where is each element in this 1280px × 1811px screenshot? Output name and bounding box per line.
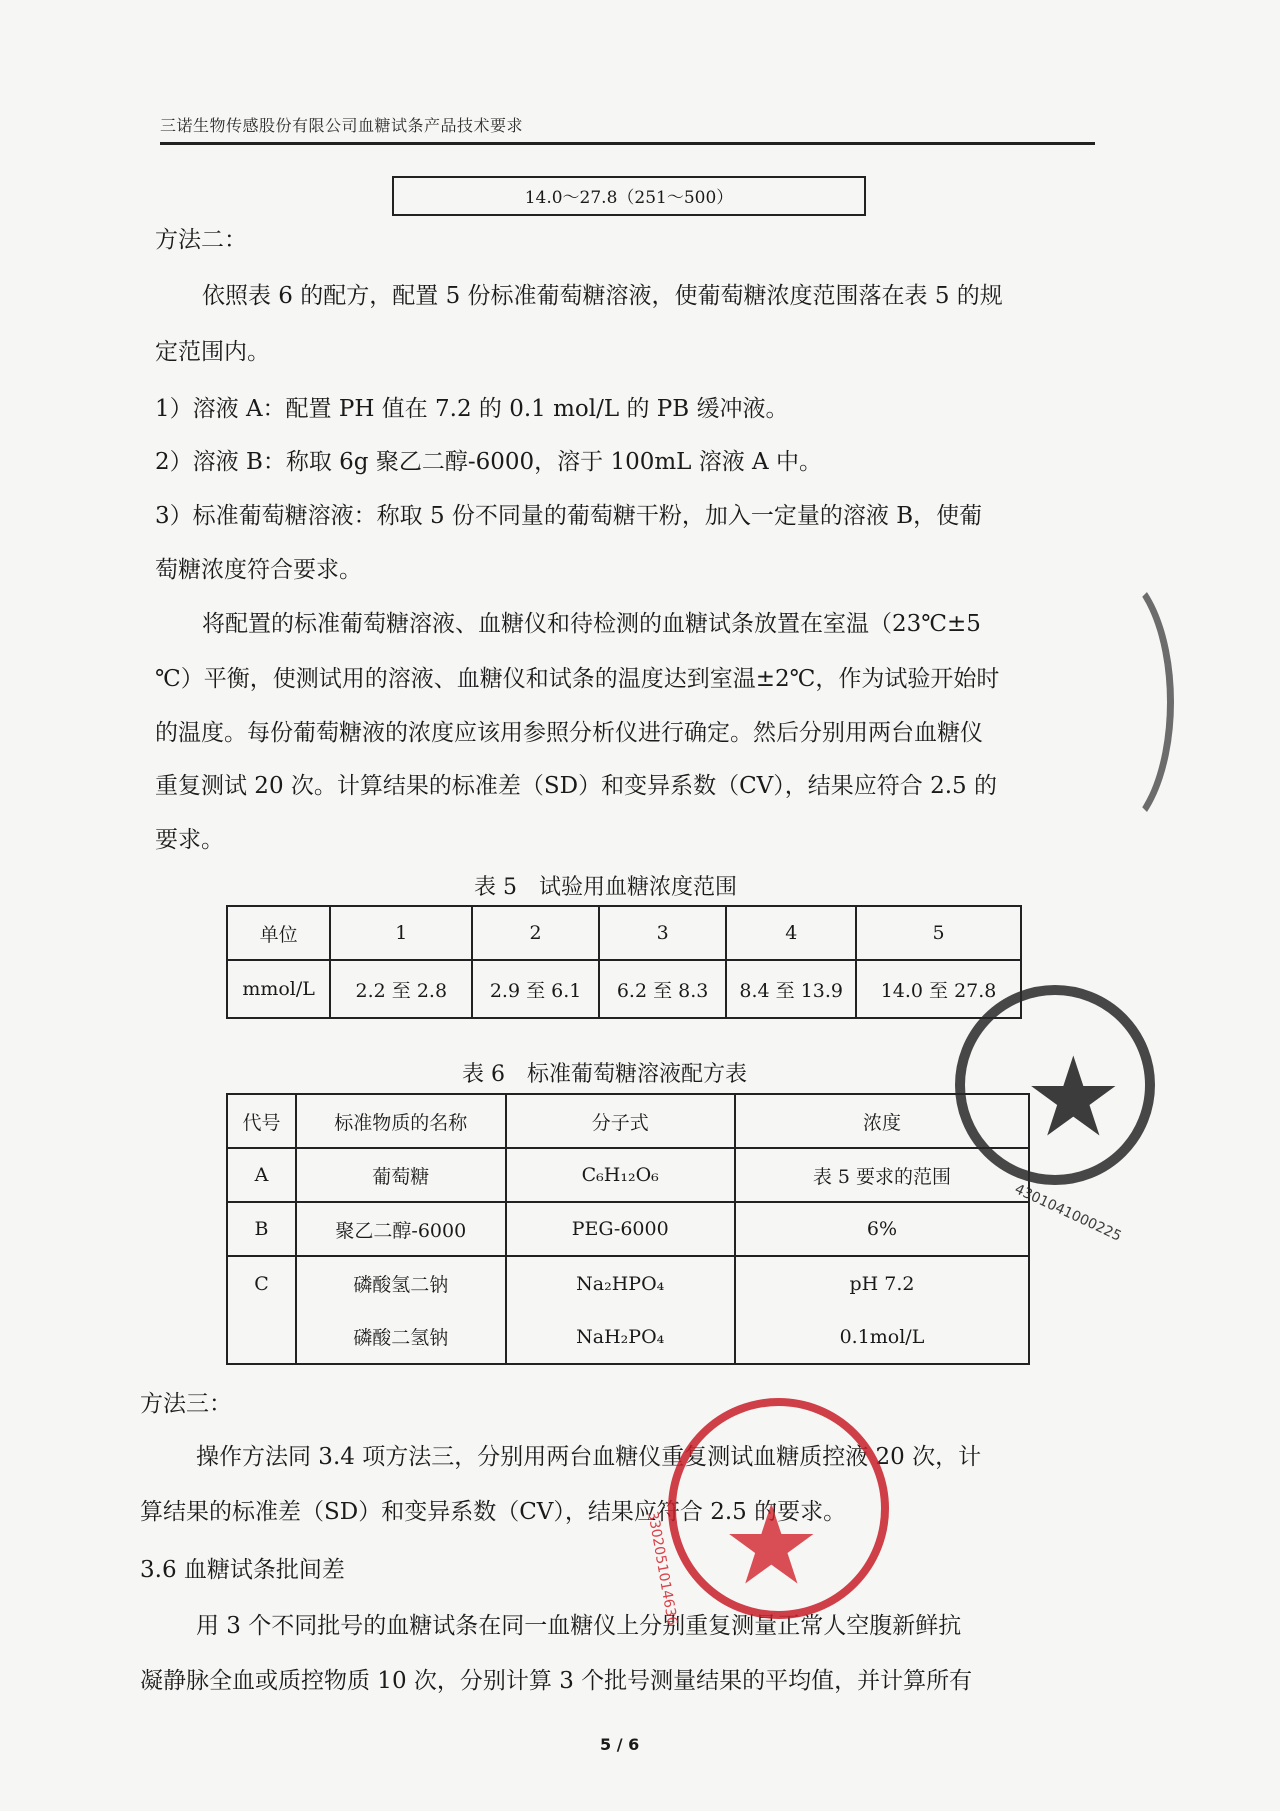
table6-row bbox=[227, 1202, 1029, 1256]
table5 bbox=[226, 905, 1022, 1019]
table5-header-row bbox=[227, 906, 1021, 960]
table6-cell: C₆H₁₂O₆ bbox=[506, 1148, 735, 1202]
table5-cell: 8.4 至 13.9 bbox=[726, 960, 856, 1018]
table6-cell: C bbox=[227, 1256, 296, 1310]
method3-heading: 方法三： bbox=[140, 1391, 232, 1417]
table6-cell: 磷酸二氢钠 bbox=[296, 1310, 505, 1364]
method2-intro-line2: 定范围内。 bbox=[155, 339, 270, 365]
table5-cell: 2.2 至 2.8 bbox=[330, 960, 472, 1018]
method2-intro-line1: 依照表 6 的配方，配置 5 份标准葡萄糖溶液，使葡萄糖浓度范围落在表 5 的规 bbox=[202, 283, 1003, 309]
table6 bbox=[226, 1093, 1030, 1365]
method2-heading: 方法二： bbox=[155, 227, 247, 253]
method2-para-line2: ℃）平衡，使测试用的溶液、血糖仪和试条的温度达到室温±2℃，作为试验开始时 bbox=[155, 666, 1000, 692]
section-3-6-line2: 凝静脉全血或质控物质 10 次，分别计算 3 个批号测量结果的平均值，并计算所有 bbox=[140, 1668, 973, 1694]
table5-cell: 2.9 至 6.1 bbox=[472, 960, 599, 1018]
table6-cell: A bbox=[227, 1148, 296, 1202]
table6-caption: 表 6 标准葡萄糖溶液配方表 bbox=[462, 1062, 747, 1087]
table6-cell: 0.1mol/L bbox=[735, 1310, 1029, 1364]
method2-step3-line2: 萄糖浓度符合要求。 bbox=[155, 557, 362, 583]
table6-cell: PEG-6000 bbox=[506, 1202, 735, 1256]
table5-header-cell: 2 bbox=[472, 906, 599, 960]
method3-line1: 操作方法同 3.4 项方法三，分别用两台血糖仪重复测试血糖质控液 20 次，计 bbox=[196, 1444, 982, 1470]
method2-para-line4: 重复测试 20 次。计算结果的标准差（SD）和变异系数（CV），结果应符合 2.5 的 bbox=[155, 773, 997, 799]
table5-header-cell: 1 bbox=[330, 906, 472, 960]
black-seal-number: 4301041000225 bbox=[1012, 1181, 1124, 1245]
table6-header-cell: 分子式 bbox=[506, 1094, 735, 1148]
document-header: 三诺生物传感股份有限公司血糖试条产品技术要求 bbox=[160, 113, 1095, 145]
table6-cell: Na₂HPO₄ bbox=[506, 1256, 735, 1310]
star-icon: ★ bbox=[1024, 1033, 1123, 1161]
section-3-6-line1: 用 3 个不同批号的血糖试条在同一血糖仪上分别重复测量正常人空腹新鲜抗 bbox=[196, 1613, 962, 1639]
table6-header-cell: 代号 bbox=[227, 1094, 296, 1148]
red-seal-number: 3302051014636 bbox=[644, 1510, 681, 1627]
table5-header-cell: 单位 bbox=[227, 906, 330, 960]
table6-cell: pH 7.2 bbox=[735, 1256, 1029, 1310]
table6-cell: 葡萄糖 bbox=[296, 1148, 505, 1202]
table6-row bbox=[227, 1310, 1029, 1364]
table6-header-row bbox=[227, 1094, 1029, 1148]
table6-header-cell: 标准物质的名称 bbox=[296, 1094, 505, 1148]
table5-header-cell: 4 bbox=[726, 906, 856, 960]
star-icon: ★ bbox=[722, 1481, 821, 1609]
method2-step3-line1: 3）标准葡萄糖溶液：称取 5 份不同量的葡萄糖干粉，加入一定量的溶液 B，使葡 bbox=[155, 503, 983, 529]
method2-para-line3: 的温度。每份葡萄糖液的浓度应该用参照分析仪进行确定。然后分别用两台血糖仪 bbox=[155, 720, 983, 746]
table5-cell: 6.2 至 8.3 bbox=[599, 960, 727, 1018]
table5-row bbox=[227, 960, 1021, 1018]
section-3-6-heading: 3.6 血糖试条批间差 bbox=[140, 1557, 345, 1583]
table5-caption: 表 5 试验用血糖浓度范围 bbox=[474, 875, 737, 900]
table6-cell: 6% bbox=[735, 1202, 1029, 1256]
table6-row bbox=[227, 1148, 1029, 1202]
table6-row bbox=[227, 1256, 1029, 1310]
table6-cell: 磷酸氢二钠 bbox=[296, 1256, 505, 1310]
table5-cell: mmol/L bbox=[227, 960, 330, 1018]
method2-para-line5: 要求。 bbox=[155, 827, 224, 853]
table5-header-cell: 5 bbox=[856, 906, 1021, 960]
table5-cell: 14.0 至 27.8 bbox=[856, 960, 1021, 1018]
table5-header-cell: 3 bbox=[599, 906, 727, 960]
method2-step2: 2）溶液 B：称取 6g 聚乙二醇-6000，溶于 100mL 溶液 A 中。 bbox=[155, 449, 822, 475]
method2-step1: 1）溶液 A：配置 PH 值在 7.2 的 0.1 mol/L 的 PB 缓冲液。 bbox=[155, 396, 789, 422]
table6-cell: B bbox=[227, 1202, 296, 1256]
table6-cell bbox=[227, 1310, 296, 1364]
table6-cell: NaH₂PO₄ bbox=[506, 1310, 735, 1364]
table6-cell: 聚乙二醇-6000 bbox=[296, 1202, 505, 1256]
table6-header-cell: 浓度 bbox=[735, 1094, 1029, 1148]
partial-seal-stamp bbox=[1040, 565, 1174, 839]
method3-line2: 算结果的标准差（SD）和变异系数（CV），结果应符合 2.5 的要求。 bbox=[140, 1499, 847, 1525]
range-box: 14.0～27.8（251～500） bbox=[392, 176, 866, 216]
table6-cell: 表 5 要求的范围 bbox=[735, 1148, 1029, 1202]
page-number: 5 / 6 bbox=[600, 1735, 640, 1754]
method2-para-line1: 将配置的标准葡萄糖溶液、血糖仪和待检测的血糖试条放置在室温（23℃±5 bbox=[202, 611, 981, 637]
